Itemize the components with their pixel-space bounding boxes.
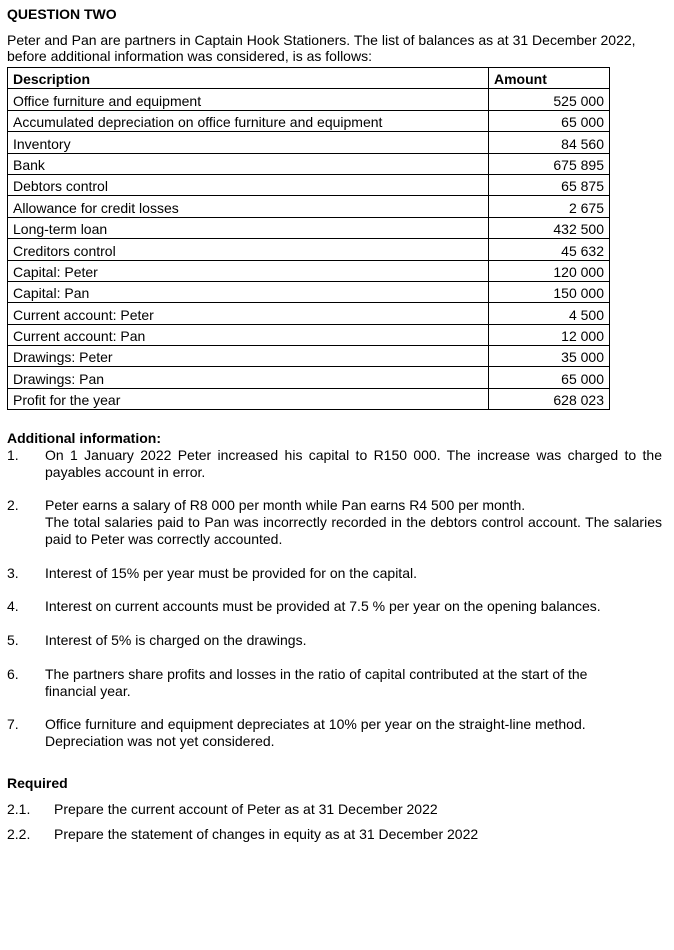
item-text: Interest of 15% per year must be provided for on the capital.: [45, 565, 417, 581]
description-cell: Accumulated depreciation on office furniture and equipment: [8, 110, 489, 131]
item-number: 3.: [7, 565, 19, 581]
amount-cell: 675 895: [489, 153, 610, 174]
table-row: [8, 324, 610, 345]
item-text: Interest on current accounts must be provided at 7.5 % per year on the opening balances.: [45, 598, 601, 614]
intro-paragraph: Peter and Pan are partners in Captain Hook Stationers. The list of balances as at 31 December 2022, before additional information was considered, is as follows:: [7, 32, 636, 64]
description-cell: Inventory: [8, 132, 489, 153]
required-item: [7, 801, 438, 817]
table-row: [8, 281, 610, 302]
description-cell: Profit for the year: [8, 388, 489, 409]
item-number: 1.: [7, 447, 19, 463]
additional-item: [7, 497, 662, 548]
amount-cell: 65 875: [489, 174, 610, 195]
amount-cell: 12 000: [489, 324, 610, 345]
description-cell: Drawings: Peter: [8, 346, 489, 367]
table-row: [8, 174, 610, 195]
required-heading: Required: [7, 775, 68, 791]
item-text: The total salaries paid to Pan was incorrectly recorded in the debtors control account. The salaries paid to Peter was correctly accounted.: [45, 514, 662, 547]
item-text: The partners share profits and losses in the ratio of capital contributed at the start of the financial year.: [45, 666, 588, 699]
description-cell: Bank: [8, 153, 489, 174]
additional-item: [7, 632, 662, 649]
amount-cell: 120 000: [489, 260, 610, 281]
required-item-text: Prepare the current account of Peter as at 31 December 2022: [54, 801, 438, 817]
description-cell: Allowance for credit losses: [8, 196, 489, 217]
required-item-number: 2.1.: [7, 801, 31, 817]
table-row: [8, 346, 610, 367]
table-row: [8, 217, 610, 238]
table-row: [8, 367, 610, 388]
amount-cell: 628 023: [489, 388, 610, 409]
description-cell: Current account: Pan: [8, 324, 489, 345]
description-cell: Creditors control: [8, 239, 489, 260]
table-row: [8, 196, 610, 217]
required-item-text: Prepare the statement of changes in equity as at 31 December 2022: [54, 826, 479, 842]
table-header-row: [8, 68, 610, 89]
amount-cell: 45 632: [489, 239, 610, 260]
table-row: [8, 303, 610, 324]
item-text: Office furniture and equipment depreciates at 10% per year on the straight-line method.: [45, 716, 586, 732]
required-item: [7, 826, 478, 842]
item-number: 2.: [7, 497, 19, 513]
amount-cell: 84 560: [489, 132, 610, 153]
description-cell: Current account: Peter: [8, 303, 489, 324]
description-header: Description: [8, 68, 489, 89]
description-cell: Office furniture and equipment: [8, 89, 489, 110]
item-number: 7.: [7, 716, 19, 732]
item-number: 4.: [7, 598, 19, 614]
item-text: On 1 January 2022 Peter increased his capital to R150 000. The increase was charged to the payables account in error.: [45, 447, 662, 480]
amount-cell: 432 500: [489, 217, 610, 238]
item-text: Interest of 5% is charged on the drawings.: [45, 632, 307, 648]
description-cell: Drawings: Pan: [8, 367, 489, 388]
question-title: QUESTION TWO: [7, 6, 117, 22]
table-row: [8, 388, 610, 409]
description-cell: Capital: Pan: [8, 281, 489, 302]
amount-cell: 525 000: [489, 89, 610, 110]
description-cell: Debtors control: [8, 174, 489, 195]
item-text: Depreciation was not yet considered.: [45, 733, 275, 749]
item-number: 5.: [7, 632, 19, 648]
item-number: 6.: [7, 666, 19, 682]
table-row: [8, 260, 610, 281]
amount-cell: 35 000: [489, 346, 610, 367]
additional-info-heading: Additional information:: [7, 430, 161, 446]
table-row: [8, 239, 610, 260]
table-row: [8, 89, 610, 110]
table-row: [8, 110, 610, 131]
description-cell: Long-term loan: [8, 217, 489, 238]
additional-item: [7, 666, 597, 700]
additional-item: [7, 598, 662, 615]
amount-cell: 2 675: [489, 196, 610, 217]
amount-cell: 65 000: [489, 110, 610, 131]
amount-header: Amount: [489, 68, 610, 89]
additional-item: [7, 565, 662, 582]
amount-cell: 65 000: [489, 367, 610, 388]
amount-cell: 4 500: [489, 303, 610, 324]
additional-item: [7, 716, 662, 750]
table-row: [8, 153, 610, 174]
amount-cell: 150 000: [489, 281, 610, 302]
balances-table: [7, 67, 610, 410]
description-cell: Capital: Peter: [8, 260, 489, 281]
table-row: [8, 132, 610, 153]
item-text: Peter earns a salary of R8 000 per month while Pan earns R4 500 per month.: [45, 497, 526, 513]
required-item-number: 2.2.: [7, 826, 31, 842]
additional-item: [7, 447, 662, 481]
